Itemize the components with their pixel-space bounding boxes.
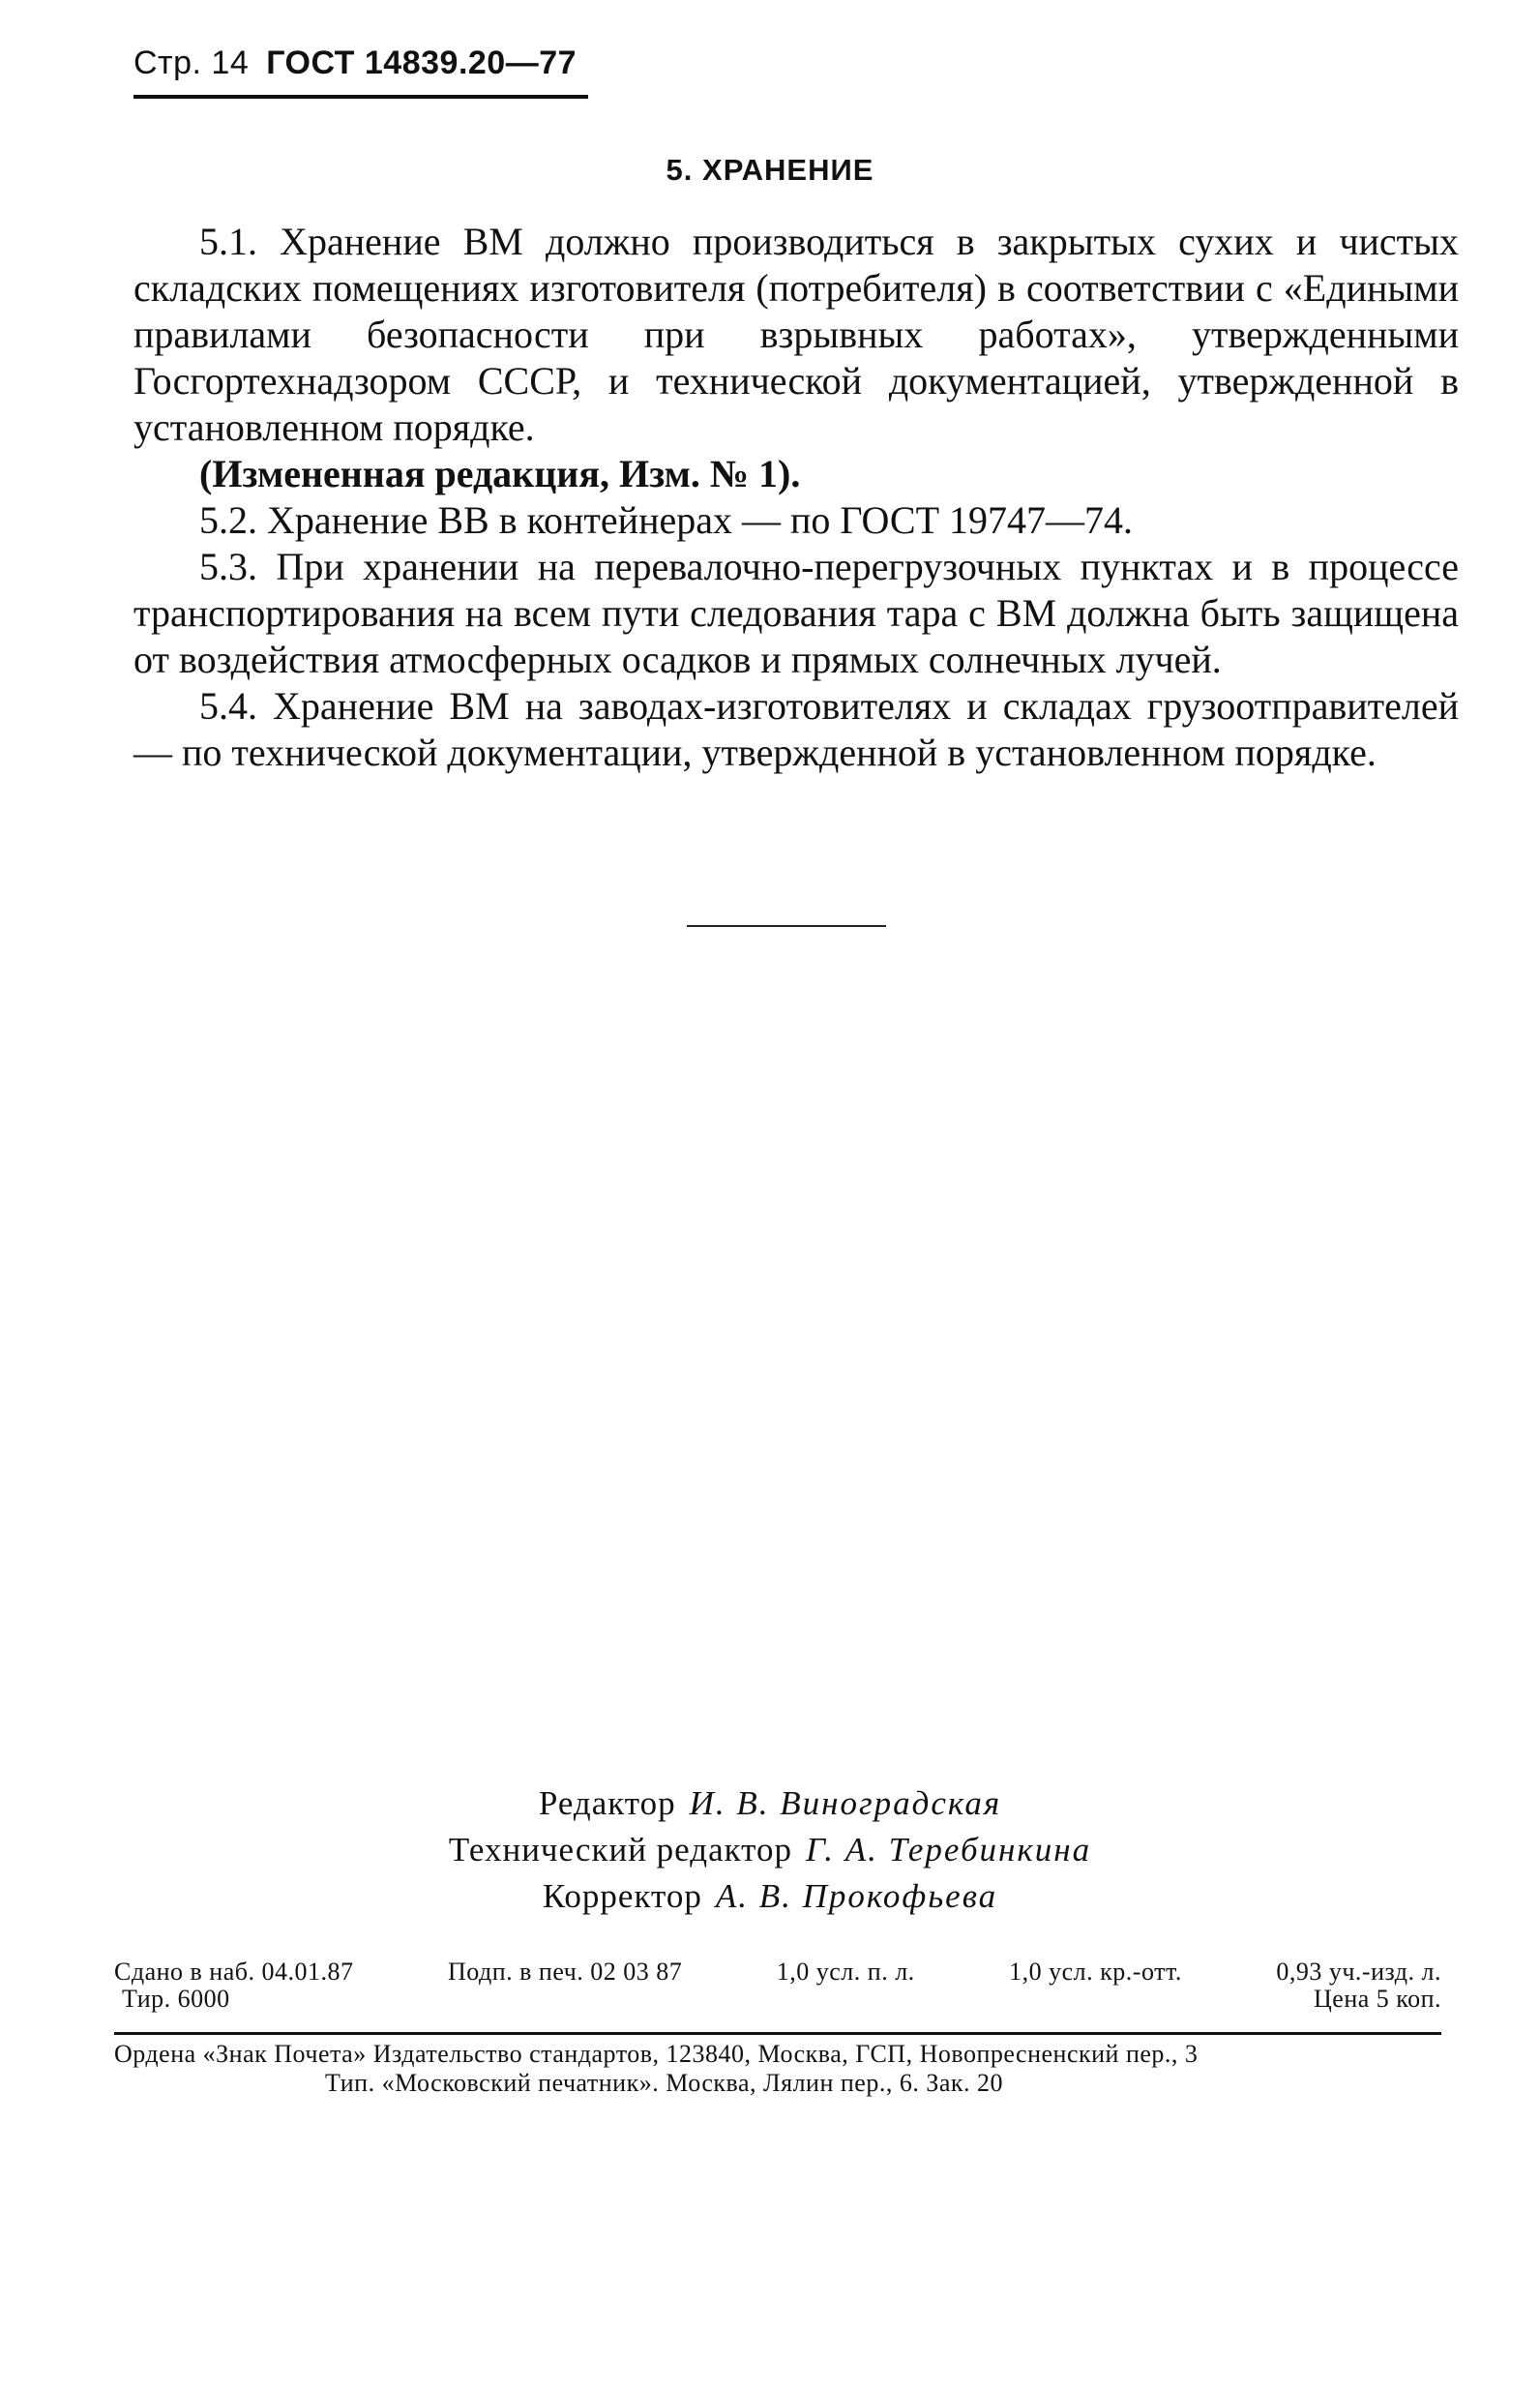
imprint-sdano: Сдано в наб. 04.01.87: [114, 1958, 354, 1986]
imprint-podp: Подп. в печ. 02 03 87: [447, 1958, 683, 1986]
credit-editor: [0, 1780, 1540, 1827]
page-label: Стр. 14: [133, 45, 250, 81]
credit-name: А. В. Прокофьева: [715, 1877, 998, 1915]
footer-rule: [114, 2032, 1441, 2035]
credit-name: Г. А. Теребинкина: [805, 1831, 1092, 1869]
publisher-info: [114, 2040, 1441, 2098]
credit-role: Редактор: [538, 1784, 676, 1822]
credit-tech-editor: [0, 1827, 1540, 1873]
credit-name: И. В. Виноградская: [689, 1784, 1002, 1822]
publisher-line-2: Тип. «Московский печатник». Москва, Лялин пер., 6. Зак. 20: [325, 2069, 1004, 2097]
paragraph-5-3: 5.3. При хранении на перевалочно-перегрузочных пунктах и в процессе транспортирования на всем пути следования тара с ВМ должна быть защищена от воздействия атмосферных осадков и прямых солнечных лучей.: [133, 545, 1459, 681]
section-end-rule: [687, 925, 886, 927]
imprint-price: Цена 5 коп.: [1314, 1985, 1441, 2013]
publisher-line-1: Ордена «Знак Почета» Издательство стандартов, 123840, Москва, ГСП, Новопресненский пер., 3: [114, 2040, 1199, 2068]
amendment-note: (Измененная редакция, Изм. № 1).: [199, 452, 801, 495]
credits: [0, 1780, 1540, 1920]
doc-number: ГОСТ 14839.20—77: [266, 45, 578, 81]
credit-role: Корректор: [542, 1877, 702, 1915]
imprint-tirazh: Тир. 6000: [122, 1985, 230, 2013]
credit-role: Технический редактор: [448, 1831, 792, 1869]
section-title: 5. ХРАНЕНИЕ: [666, 153, 874, 187]
header-rule: [133, 95, 588, 99]
imprint-row-1: [114, 1958, 1441, 1986]
paragraph-5-2: 5.2. Хранение ВВ в контейнерах — по ГОСТ 19747—74.: [199, 498, 1133, 542]
imprint-uch-izd: 0,93 уч.-изд. л.: [1276, 1958, 1441, 1986]
imprint: [114, 1958, 1441, 2013]
imprint-usl-pl: 1,0 усл. п. л.: [776, 1958, 915, 1986]
credit-proofreader: [0, 1873, 1540, 1920]
paragraph-5-4: 5.4. Хранение ВМ на заводах-изготовителях и складах грузоотправителей — по технической документации, утвержденной в установленном порядке.: [133, 684, 1459, 774]
running-header: [133, 45, 577, 82]
body-text: [133, 219, 1459, 776]
imprint-usl-kr: 1,0 усл. кр.-отт.: [1009, 1958, 1182, 1986]
paragraph-5-1: 5.1. Хранение ВМ должно производиться в закрытых сухих и чистых складских помещениях изготовителя (потребителя) в соответствии с «Едиными правилами безопасности при взрывных работах», утвержденными Госгортехнадзором СССР, и технической документацией, утвержденной в установленном порядке.: [133, 220, 1459, 449]
imprint-row-2: [114, 1986, 1441, 2013]
